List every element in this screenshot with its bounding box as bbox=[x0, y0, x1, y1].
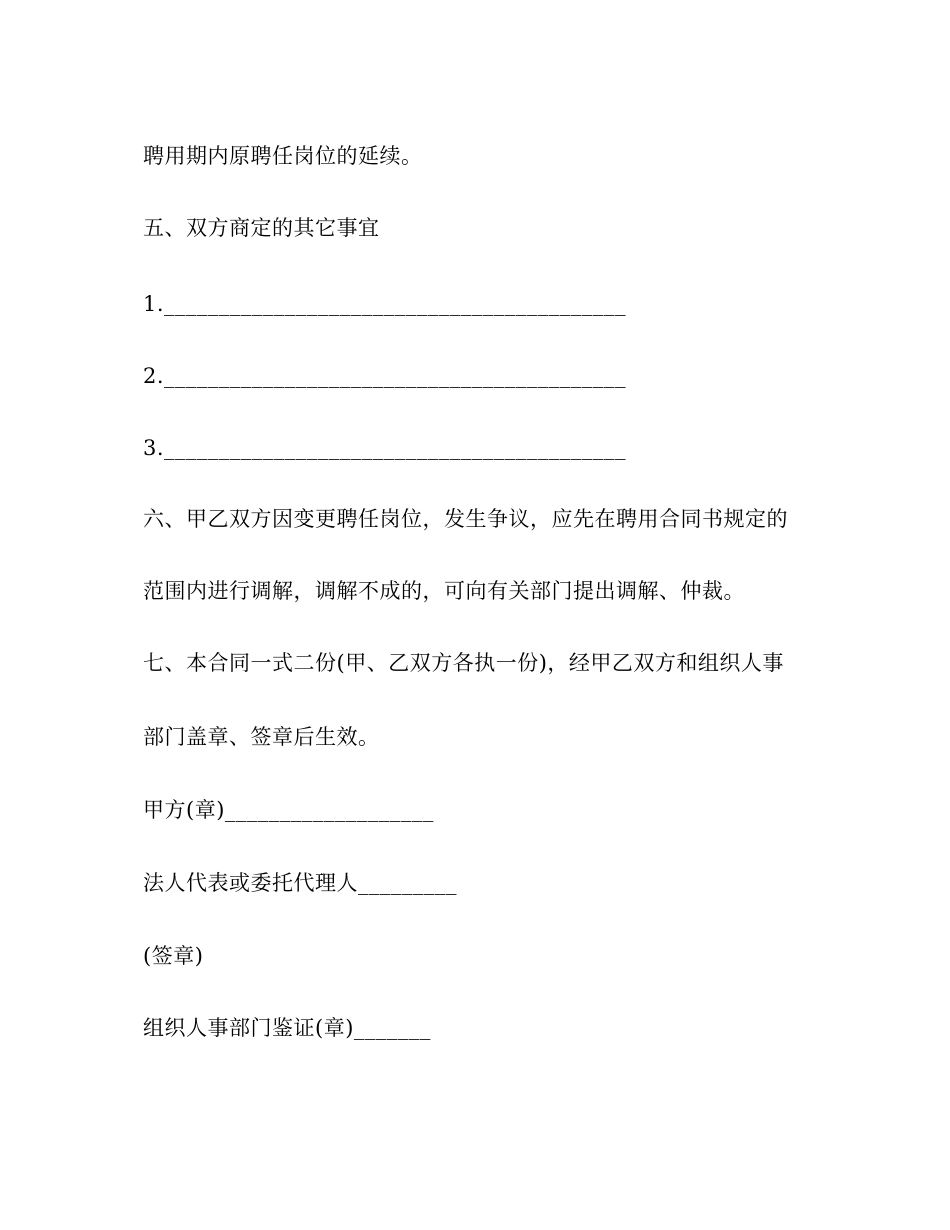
party-a-seal-line: 甲方(章)___________________ bbox=[143, 798, 434, 822]
section-five-heading: 五、双方商定的其它事宜 bbox=[143, 216, 380, 240]
hr-department-verification-line: 组织人事部门鉴证(章)_______ bbox=[143, 1016, 431, 1040]
section-seven-line-2: 部门盖章、签章后生效。 bbox=[143, 725, 380, 749]
blank-item-2: 2.__________________________________________ bbox=[143, 364, 627, 388]
section-six-line-1: 六、甲乙双方因变更聘任岗位，发生争议，应先在聘用合同书规定的 bbox=[143, 507, 788, 531]
blank-item-1: 1.__________________________________________ bbox=[143, 292, 627, 316]
section-six-line-2: 范围内进行调解，调解不成的，可向有关部门提出调解、仲裁。 bbox=[143, 579, 745, 603]
blank-item-3: 3.__________________________________________ bbox=[143, 436, 627, 460]
signature-seal-label: (签章) bbox=[143, 944, 204, 968]
section-seven-line-1: 七、本合同一式二份(甲、乙双方各执一份)，经甲乙双方和组织人事 bbox=[143, 651, 784, 675]
legal-representative-line: 法人代表或委托代理人_________ bbox=[143, 871, 457, 895]
paragraph-continuation: 聘用期内原聘任岗位的延续。 bbox=[143, 144, 423, 168]
